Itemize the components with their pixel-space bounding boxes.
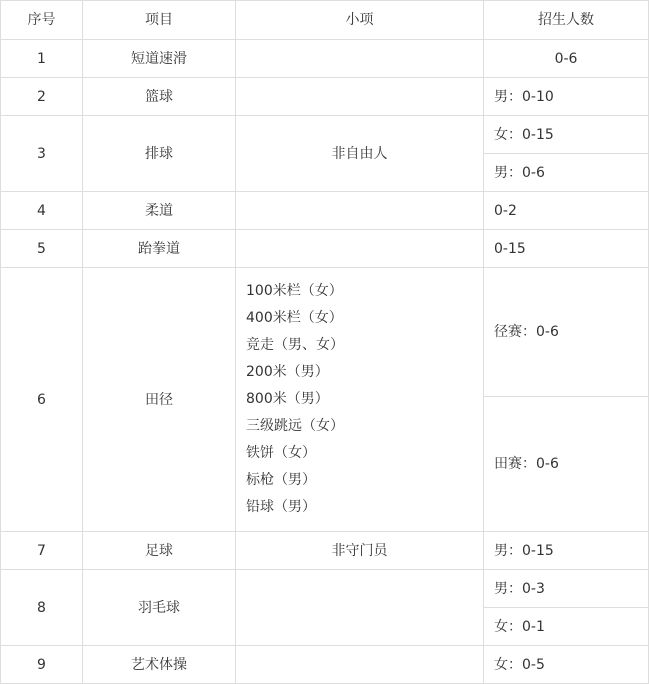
row-event: 排球 [83,116,236,192]
sub-item: 200米（男） [246,364,329,380]
sub-item: 800米（男） [246,391,329,407]
sub-item: 100米栏（女） [246,283,343,299]
header-index: 序号 [1,1,83,40]
sub-item: 铁饼（女） [246,445,316,461]
row-index: 5 [1,230,83,268]
row-event: 羽毛球 [83,570,236,646]
row-quota: 女：0-15 [484,116,649,154]
header-quota: 招生人数 [484,1,649,40]
row-quota: 男：0-6 [484,154,649,192]
row-quota: 女：0-1 [484,608,649,646]
row-sub-event: 非守门员 [236,532,484,570]
row-index: 7 [1,532,83,570]
row-event: 短道速滑 [83,40,236,78]
row-event: 足球 [83,532,236,570]
table-row [1,230,649,268]
header-event: 项目 [83,1,236,40]
row-quota: 男：0-10 [484,78,649,116]
table-row [1,532,649,570]
row-sub-items [236,268,484,532]
sub-item: 铅球（男） [246,499,316,515]
header-row [1,1,649,40]
row-index: 6 [1,268,83,532]
row-quota: 男：0-15 [484,532,649,570]
table-row [1,40,649,78]
row-quota: 0-2 [484,192,649,230]
row-sub-event [236,78,484,116]
row-index: 4 [1,192,83,230]
row-quota: 女：0-5 [484,646,649,684]
table-row [1,78,649,116]
row-event: 跆拳道 [83,230,236,268]
sub-item: 标枪（男） [246,472,316,488]
row-quota: 径赛：0-6 [484,268,649,397]
row-sub-event [236,40,484,78]
row-sub-event [236,230,484,268]
table-row [1,116,649,154]
row-index: 8 [1,570,83,646]
row-quota: 男：0-3 [484,570,649,608]
row-event: 柔道 [83,192,236,230]
row-event: 田径 [83,268,236,532]
table-row [1,192,649,230]
table-row [1,570,649,608]
header-sub-event: 小项 [236,1,484,40]
row-index: 2 [1,78,83,116]
row-sub-event [236,570,484,646]
row-event: 艺术体操 [83,646,236,684]
row-index: 9 [1,646,83,684]
sub-item: 400米栏（女） [246,310,343,326]
row-quota: 0-15 [484,230,649,268]
row-event: 篮球 [83,78,236,116]
row-sub-event [236,192,484,230]
row-sub-event: 非自由人 [236,116,484,192]
table-row [1,268,649,397]
sub-item: 三级跳远（女） [246,418,344,434]
row-index: 3 [1,116,83,192]
row-quota: 田赛：0-6 [484,396,649,531]
row-quota: 0-6 [484,40,649,78]
row-index: 1 [1,40,83,78]
sub-item: 竞走（男、女） [246,337,344,353]
